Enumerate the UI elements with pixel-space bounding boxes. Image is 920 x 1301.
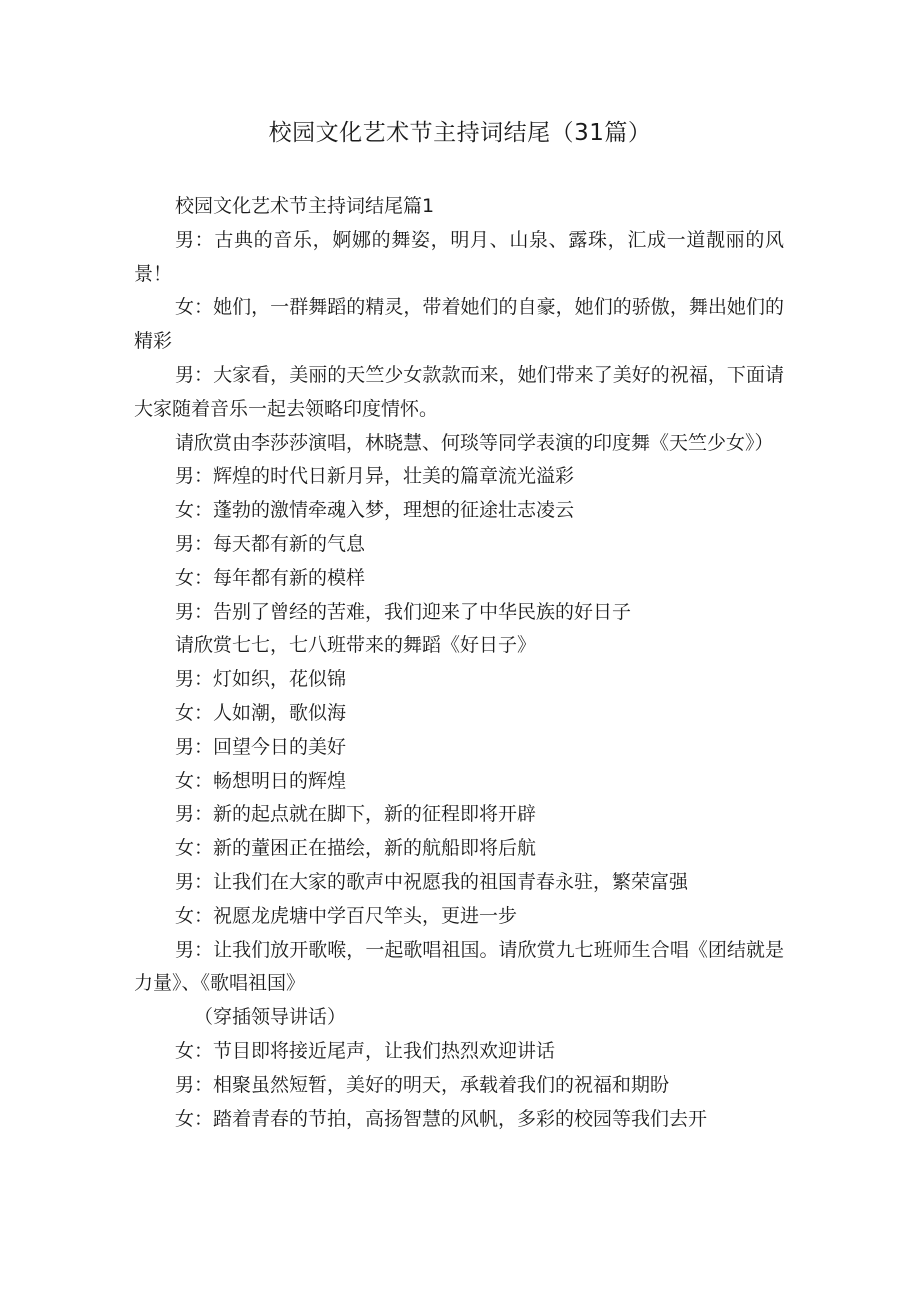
script-line: 女：踏着青春的节拍，高扬智慧的风帆，多彩的校园等我们去开 bbox=[175, 1107, 708, 1130]
section-heading: 校园文化艺术节主持词结尾篇1 bbox=[175, 195, 435, 217]
script-line: 男：告别了曾经的苦难，我们迎来了中华民族的好日子 bbox=[175, 600, 632, 623]
document-title: 校园文化艺术节主持词结尾（31篇） bbox=[268, 120, 652, 146]
script-line: 男：新的起点就在脚下，新的征程即将开辟 bbox=[175, 803, 537, 826]
script-line: 女：人如潮，歌似海 bbox=[175, 701, 347, 724]
script-line: 男：大家看，美丽的天竺少女款款而来，她们带来了美好的祝福，下面请大家随着音乐一起去领略印度情怀。 bbox=[134, 363, 784, 420]
script-line: 男：灯如织，花似锦 bbox=[175, 668, 347, 691]
script-line: 男：回望今日的美好 bbox=[175, 735, 347, 758]
script-line: 男：辉煌的时代日新月异，壮美的篇章流光溢彩 bbox=[175, 465, 575, 488]
script-line: 男：每天都有新的气息 bbox=[175, 532, 366, 555]
script-line: 女：每年都有新的模样 bbox=[175, 566, 366, 589]
script-line: 请欣赏七七，七八班带来的舞蹈《好日子》 bbox=[175, 634, 537, 657]
script-line: 女：祝愿龙虎塘中学百尺竿头，更进一步 bbox=[175, 904, 518, 927]
script-line: 女：畅想明日的辉煌 bbox=[175, 769, 347, 792]
script-line: 男：相聚虽然短暂，美好的明天，承载着我们的祝福和期盼 bbox=[175, 1073, 670, 1096]
script-line: 男：让我们放开歌喉，一起歌唱祖国。请欣赏九七班师生合唱《团结就是力量》、《歌唱祖国》 bbox=[134, 938, 784, 995]
script-line: 女：蓬勃的激情牵魂入梦，理想的征途壮志凌云 bbox=[175, 499, 575, 522]
stage-direction: （穿插领导讲话） bbox=[194, 1006, 347, 1029]
script-line: 女：新的蕫困正在描绘，新的航船即将后航 bbox=[175, 837, 537, 860]
script-line: 男：让我们在大家的歌声中祝愿我的祖国青春永驻，繁荣富强 bbox=[175, 870, 689, 893]
document-body bbox=[134, 190, 784, 1136]
script-line: 男：古典的音乐，婀娜的舞姿，明月、山泉、露珠，汇成一道靓丽的风景！ bbox=[134, 228, 784, 285]
script-line: 女：她们，一群舞蹈的精灵，带着她们的自豪，她们的骄傲，舞出她们的精彩 bbox=[134, 296, 784, 353]
script-line: 女：节目即将接近尾声，让我们热烈欢迎讲话 bbox=[175, 1039, 556, 1062]
script-line: 请欣赏由李莎莎演唱，林晓慧、何琰等同学表演的印度舞《天竺少女》） bbox=[175, 431, 774, 454]
